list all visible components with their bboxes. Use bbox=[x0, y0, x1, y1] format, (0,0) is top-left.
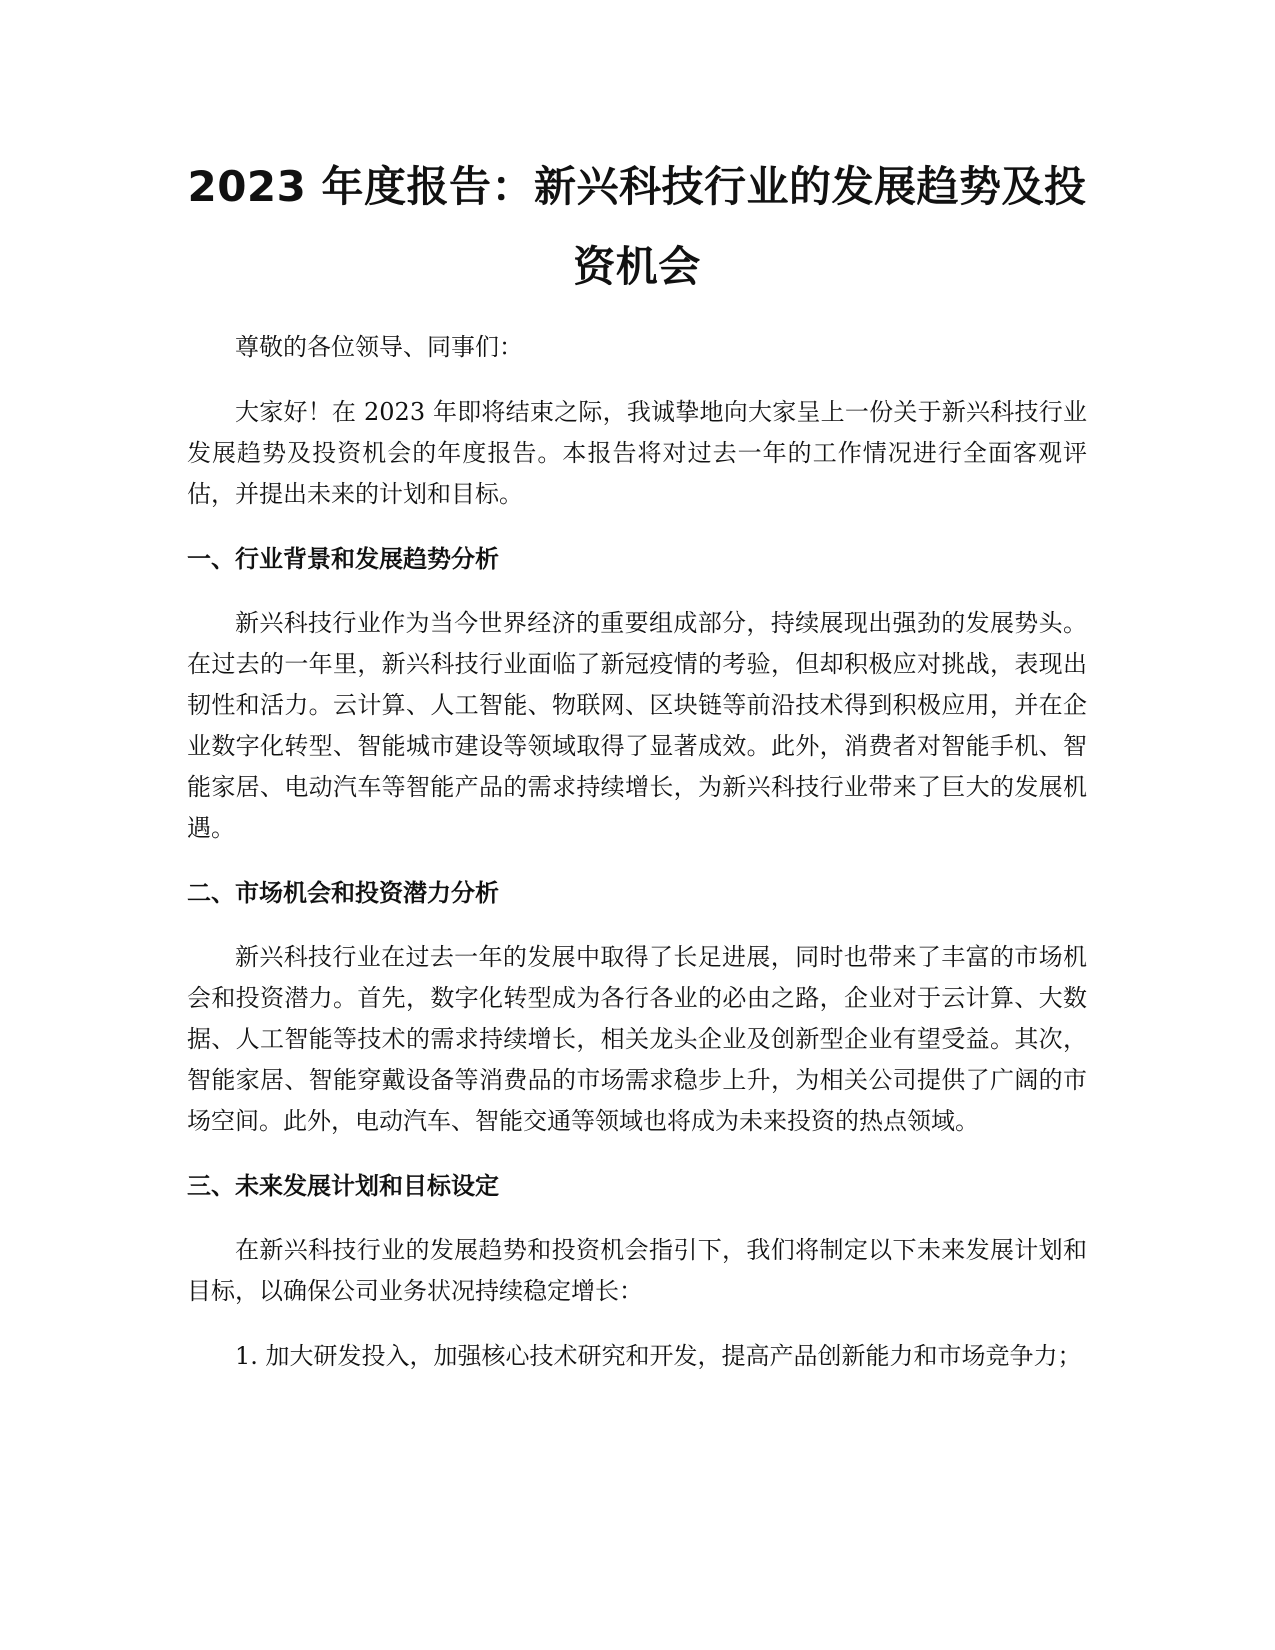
section-body-3: 在新兴科技行业的发展趋势和投资机会指引下，我们将制定以下未来发展计划和目标，以确保公司业务状况持续稳定增长： bbox=[187, 1236, 1087, 1305]
section-body-2: 新兴科技行业在过去一年的发展中取得了长足进展，同时也带来了丰富的市场机会和投资潜力。首先，数字化转型成为各行各业的必由之路，企业对于云计算、大数据、人工智能等技术的需求持续增长，相关龙头企业及创新型企业有望受益。其次，智能家居、智能穿戴设备等消费品的市场需求稳步上升，为相关公司提供了广阔的市场空间。此外，电动汽车、智能交通等领域也将成为未来投资的热点领域。 bbox=[187, 943, 1087, 1135]
section-heading-1: 一、行业背景和发展趋势分析 bbox=[187, 545, 499, 573]
section-body-1: 新兴科技行业作为当今世界经济的重要组成部分，持续展现出强劲的发展势头。在过去的一年里，新兴科技行业面临了新冠疫情的考验，但却积极应对挑战，表现出韧性和活力。云计算、人工智能、物联网、区块链等前沿技术得到积极应用，并在企业数字化转型、智能城市建设等领域取得了显著成效。此外，消费者对智能手机、智能家居、电动汽车等智能产品的需求持续增长，为新兴科技行业带来了巨大的发展机遇。 bbox=[187, 609, 1087, 842]
salutation: 尊敬的各位领导、同事们： bbox=[235, 333, 523, 361]
document-title: 2023 年度报告：新兴科技行业的发展趋势及投资机会 bbox=[187, 162, 1087, 291]
plan-item: 1. 加大研发投入，加强核心技术研究和开发，提高产品创新能力和市场竞争力； bbox=[235, 1342, 1082, 1370]
section-heading-3: 三、未来发展计划和目标设定 bbox=[187, 1172, 499, 1200]
intro-paragraph: 大家好！在 2023 年即将结束之际，我诚挚地向大家呈上一份关于新兴科技行业发展趋势及投资机会的年度报告。本报告将对过去一年的工作情况进行全面客观评估，并提出未来的计划和目标。 bbox=[187, 398, 1087, 508]
document-content bbox=[187, 147, 1087, 1377]
section-heading-2: 二、市场机会和投资潜力分析 bbox=[187, 879, 499, 907]
